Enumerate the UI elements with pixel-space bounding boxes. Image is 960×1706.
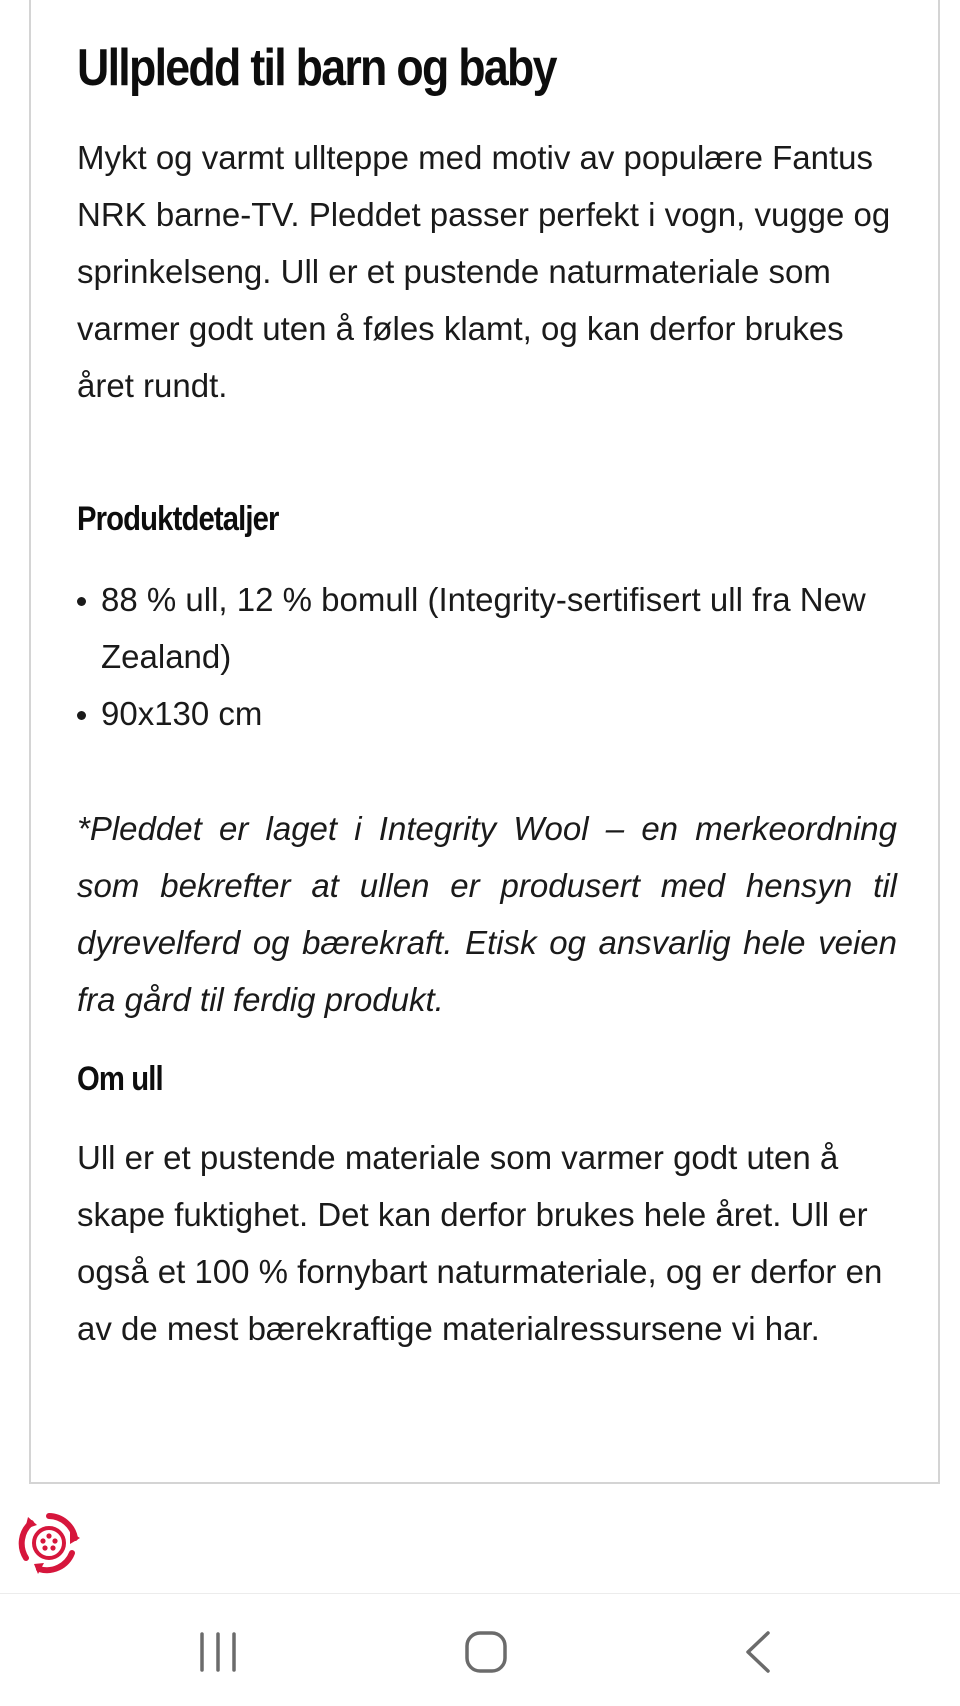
detail-text: 90x130 cm (101, 695, 263, 732)
recent-apps-icon (188, 1622, 248, 1682)
recycle-reel-icon[interactable] (14, 1508, 84, 1578)
about-wool-text: Ull er et pustende materiale som varmer godt uten å skape fuktighet. Det kan derfor brukes hele året. Ull er også et 100 % fornybart naturmateriale, og er derfor en av de mest bærekraftige materialressursene vi har. (77, 1139, 883, 1347)
system-navigation-bar (0, 1593, 960, 1706)
back-icon (728, 1622, 788, 1682)
list-item (77, 685, 897, 742)
home-icon (456, 1622, 516, 1682)
detail-text: 88 % ull, 12 % bomull (Integrity-sertifisert ull fra New Zealand) (101, 581, 866, 675)
product-title: Ullpledd til barn og baby (77, 39, 556, 97)
details-list (77, 571, 897, 742)
home-button[interactable] (456, 1622, 516, 1682)
bullet-icon (77, 711, 86, 720)
list-item (77, 571, 897, 685)
recycle-reel-icon-graphic (14, 1508, 84, 1578)
integrity-note: *Pleddet er laget i Integrity Wool – en merkeordning som bekrefter at ullen er produsert med hensyn til dyrevelferd og bærekraft. Etisk og ansvarlig hele veien fra gård til ferdig produkt. (77, 810, 897, 1018)
about-wool-heading: Om ull (77, 1060, 163, 1098)
details-heading: Produktdetaljer (77, 500, 279, 538)
bullet-icon (77, 597, 86, 606)
product-description: Mykt og varmt ullteppe med motiv av populære Fantus NRK barne-TV. Pleddet passer perfekt i vogn, vugge og sprinkelseng. Ull er et pustende naturmateriale som varmer godt uten å føles klamt, og kan derfor brukes året rundt. (77, 139, 891, 404)
recent-apps-button[interactable] (188, 1622, 248, 1682)
back-button[interactable] (728, 1622, 788, 1682)
